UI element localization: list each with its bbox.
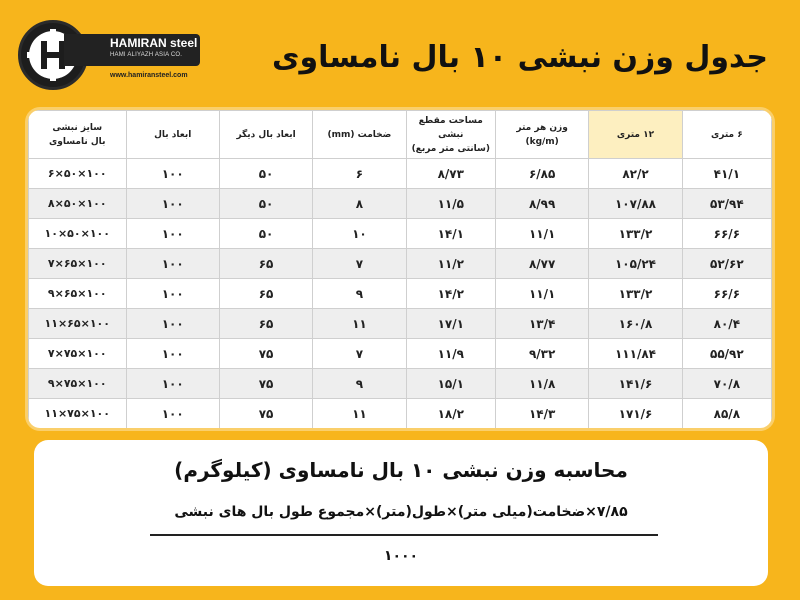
- logo-subtitle: HAMI ALIYAZH ASIA CO.: [110, 52, 183, 58]
- cell-other-leg: ۷۵: [219, 339, 312, 369]
- cell-size: ۱۰۰×۶۵×۱۱: [29, 309, 127, 339]
- cell-leg: ۱۰۰: [126, 339, 219, 369]
- cell-section-area: ۱۷/۱: [406, 309, 495, 339]
- cell-section-area: ۱۸/۲: [406, 399, 495, 429]
- cell-section-area: ۱۱/۲: [406, 249, 495, 279]
- table-row: [29, 309, 772, 339]
- cell-weight-6m: ۵۵/۹۲: [682, 339, 771, 369]
- cell-weight-6m: ۴۱/۱: [682, 159, 771, 189]
- cell-weight-per-meter: ۱۳/۴: [495, 309, 588, 339]
- cell-weight-12m: ۱۴۱/۶: [589, 369, 682, 399]
- cell-thickness: ۸: [313, 189, 406, 219]
- cell-size: ۱۰۰×۷۵×۹: [29, 369, 127, 399]
- website-url[interactable]: www.hamiransteel.com: [110, 72, 188, 79]
- cell-leg: ۱۰۰: [126, 159, 219, 189]
- cell-leg: ۱۰۰: [126, 309, 219, 339]
- cell-weight-12m: ۸۲/۲: [589, 159, 682, 189]
- header-size-line1: سایز نبشی: [52, 122, 103, 133]
- cell-weight-per-meter: ۹/۳۲: [495, 339, 588, 369]
- cell-weight-12m: ۱۶۰/۸: [589, 309, 682, 339]
- fraction-bar: [150, 534, 658, 536]
- cell-other-leg: ۶۵: [219, 249, 312, 279]
- cell-section-area: ۱۱/۹: [406, 339, 495, 369]
- table-row: [29, 279, 772, 309]
- cell-weight-6m: ۵۲/۶۲: [682, 249, 771, 279]
- cell-section-area: ۱۵/۱: [406, 369, 495, 399]
- formula-numerator: ۷/۸۵×ضخامت(میلی متر)×طول(متر)×مجموع طول بال های نبشی: [174, 504, 628, 520]
- cell-other-leg: ۶۵: [219, 279, 312, 309]
- cell-other-leg: ۷۵: [219, 399, 312, 429]
- formula-title: محاسبه وزن نبشی ۱۰ بال نامساوی (کیلوگرم): [174, 458, 628, 482]
- brand-logo: [18, 20, 198, 90]
- header-size: [29, 111, 127, 159]
- cell-other-leg: ۵۰: [219, 219, 312, 249]
- cell-weight-12m: ۱۰۵/۲۴: [589, 249, 682, 279]
- table-row: [29, 339, 772, 369]
- cell-weight-per-meter: ۱۱/۱: [495, 219, 588, 249]
- table-row: [29, 159, 772, 189]
- cell-other-leg: ۶۵: [219, 309, 312, 339]
- cell-thickness: ۱۱: [313, 399, 406, 429]
- header-other-leg: ابعاد بال دیگر: [219, 111, 312, 159]
- header-weight-per-meter: وزن هر متر (kg/m): [495, 111, 588, 159]
- cell-leg: ۱۰۰: [126, 249, 219, 279]
- cell-section-area: ۸/۷۳: [406, 159, 495, 189]
- formula-denominator: ۱۰۰۰: [383, 548, 419, 564]
- cell-size: ۱۰۰×۵۰×۸: [29, 189, 127, 219]
- cell-leg: ۱۰۰: [126, 189, 219, 219]
- header-weight-12m: ۱۲ متری: [589, 111, 682, 159]
- header-weight-6m: ۶ متری: [682, 111, 771, 159]
- header-section-area: [406, 111, 495, 159]
- header-leg: ابعاد بال: [126, 111, 219, 159]
- cell-size: ۱۰۰×۵۰×۶: [29, 159, 127, 189]
- cell-thickness: ۹: [313, 279, 406, 309]
- cell-weight-per-meter: ۱۴/۳: [495, 399, 588, 429]
- cell-size: ۱۰۰×۶۵×۷: [29, 249, 127, 279]
- table-row: [29, 369, 772, 399]
- cell-weight-per-meter: ۸/۷۷: [495, 249, 588, 279]
- table-row: [29, 219, 772, 249]
- cell-thickness: ۶: [313, 159, 406, 189]
- cell-other-leg: ۵۰: [219, 159, 312, 189]
- cell-size: ۱۰۰×۵۰×۱۰: [29, 219, 127, 249]
- header-size-line2: بال نامساوی: [49, 136, 106, 147]
- header-thickness: ضخامت (mm): [313, 111, 406, 159]
- cell-thickness: ۱۰: [313, 219, 406, 249]
- cell-size: ۱۰۰×۷۵×۱۱: [29, 399, 127, 429]
- cell-weight-12m: ۱۰۷/۸۸: [589, 189, 682, 219]
- cell-section-area: ۱۱/۵: [406, 189, 495, 219]
- cell-size: ۱۰۰×۶۵×۹: [29, 279, 127, 309]
- logo-name: HAMIRAN steel: [110, 36, 198, 50]
- table-row: [29, 399, 772, 429]
- cell-weight-per-meter: ۱۱/۸: [495, 369, 588, 399]
- cell-leg: ۱۰۰: [126, 399, 219, 429]
- cell-leg: ۱۰۰: [126, 279, 219, 309]
- cell-weight-6m: ۵۳/۹۴: [682, 189, 771, 219]
- table-row: [29, 249, 772, 279]
- cell-weight-6m: ۸۰/۴: [682, 309, 771, 339]
- table-body: [29, 159, 772, 429]
- table-header-row: [29, 111, 772, 159]
- cell-weight-per-meter: ۶/۸۵: [495, 159, 588, 189]
- table-row: [29, 189, 772, 219]
- cell-section-area: ۱۴/۲: [406, 279, 495, 309]
- cell-thickness: ۱۱: [313, 309, 406, 339]
- weight-table-container: [28, 110, 772, 428]
- cell-weight-12m: ۱۷۱/۶: [589, 399, 682, 429]
- cell-size: ۱۰۰×۷۵×۷: [29, 339, 127, 369]
- cell-other-leg: ۷۵: [219, 369, 312, 399]
- formula-box: [34, 440, 768, 586]
- cell-weight-12m: ۱۱۱/۸۴: [589, 339, 682, 369]
- cell-weight-6m: ۶۶/۶: [682, 219, 771, 249]
- cell-weight-12m: ۱۳۳/۲: [589, 219, 682, 249]
- cell-weight-per-meter: ۸/۹۹: [495, 189, 588, 219]
- cell-weight-per-meter: ۱۱/۱: [495, 279, 588, 309]
- cell-weight-6m: ۷۰/۸: [682, 369, 771, 399]
- cell-weight-6m: ۶۶/۶: [682, 279, 771, 309]
- cell-weight-12m: ۱۳۳/۲: [589, 279, 682, 309]
- cell-thickness: ۷: [313, 249, 406, 279]
- cell-leg: ۱۰۰: [126, 369, 219, 399]
- cell-thickness: ۷: [313, 339, 406, 369]
- page-title: جدول وزن نبشی ۱۰ بال نامساوی: [272, 40, 768, 75]
- header-area-line2: (سانتی متر مربع): [411, 143, 490, 154]
- weight-table: [28, 110, 772, 428]
- header-area-line1: مساحت مقطع نبشی: [418, 115, 483, 140]
- cell-leg: ۱۰۰: [126, 219, 219, 249]
- cell-other-leg: ۵۰: [219, 189, 312, 219]
- cell-section-area: ۱۴/۱: [406, 219, 495, 249]
- cell-thickness: ۹: [313, 369, 406, 399]
- cell-weight-6m: ۸۵/۸: [682, 399, 771, 429]
